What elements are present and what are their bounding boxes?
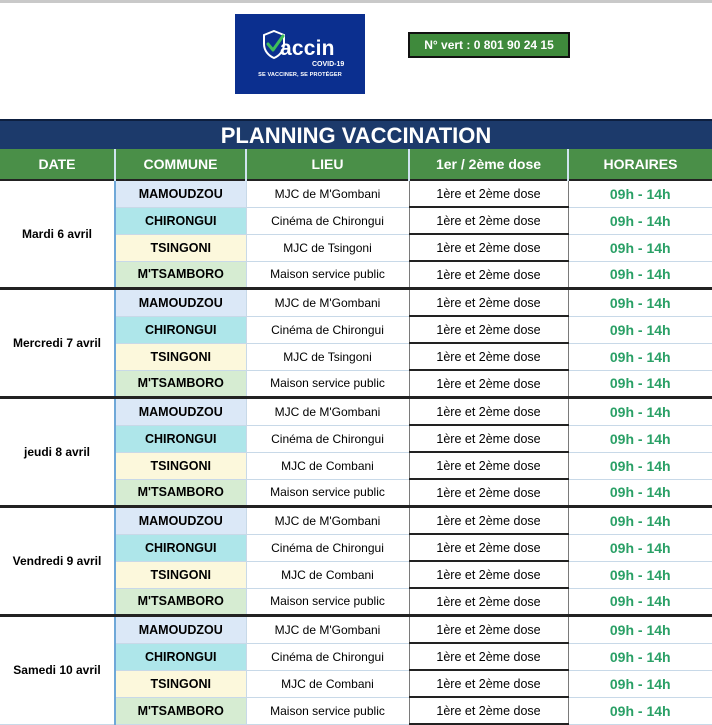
dose-cell: 1ère et 2ème dose — [409, 343, 568, 370]
lieu-cell: Maison service public — [246, 370, 409, 398]
dose-cell: 1ère et 2ème dose — [409, 425, 568, 452]
lieu-cell: Cinéma de Chirongui — [246, 643, 409, 670]
hours-cell: 09h - 14h — [568, 479, 712, 507]
hours-cell: 09h - 14h — [568, 398, 712, 426]
hours-cell: 09h - 14h — [568, 697, 712, 724]
lieu-cell: MJC de Combani — [246, 561, 409, 588]
commune-cell: MAMOUDZOU — [115, 180, 246, 207]
hours-cell: 09h - 14h — [568, 534, 712, 561]
dose-cell: 1ère et 2ème dose — [409, 370, 568, 398]
commune-cell: M'TSAMBORO — [115, 261, 246, 289]
table-row — [0, 616, 712, 644]
hours-cell: 09h - 14h — [568, 588, 712, 616]
dose-cell: 1ère et 2ème dose — [409, 534, 568, 561]
lieu-cell: Cinéma de Chirongui — [246, 425, 409, 452]
lieu-cell: MJC de M'Gombani — [246, 289, 409, 317]
hours-cell: 09h - 14h — [568, 316, 712, 343]
dose-cell: 1ère et 2ème dose — [409, 316, 568, 343]
table-row — [0, 289, 712, 317]
hours-cell: 09h - 14h — [568, 343, 712, 370]
lieu-cell: MJC de M'Gombani — [246, 616, 409, 644]
hours-cell: 09h - 14h — [568, 234, 712, 261]
date-cell: Mercredi 7 avril — [0, 289, 115, 398]
commune-cell: TSINGONI — [115, 234, 246, 261]
dose-cell: 1ère et 2ème dose — [409, 261, 568, 289]
dose-cell: 1ère et 2ème dose — [409, 289, 568, 317]
lieu-cell: MJC de Combani — [246, 452, 409, 479]
hours-cell: 09h - 14h — [568, 670, 712, 697]
header-commune: COMMUNE — [115, 149, 246, 180]
lieu-cell: MJC de M'Gombani — [246, 398, 409, 426]
dose-cell: 1ère et 2ème dose — [409, 479, 568, 507]
lieu-cell: Cinéma de Chirongui — [246, 534, 409, 561]
lieu-cell: MJC de Combani — [246, 670, 409, 697]
hours-cell: 09h - 14h — [568, 507, 712, 535]
top-border — [0, 0, 712, 3]
lieu-cell: MJC de M'Gombani — [246, 180, 409, 207]
header-lieu: LIEU — [246, 149, 409, 180]
lieu-cell: Maison service public — [246, 261, 409, 289]
hours-cell: 09h - 14h — [568, 261, 712, 289]
logo-word: accin — [280, 37, 335, 60]
dose-cell: 1ère et 2ème dose — [409, 643, 568, 670]
schedule-table — [0, 149, 712, 725]
table-row — [0, 398, 712, 426]
dose-cell: 1ère et 2ème dose — [409, 180, 568, 207]
lieu-cell: MJC de Tsingoni — [246, 234, 409, 261]
header-date: DATE — [0, 149, 115, 180]
commune-cell: MAMOUDZOU — [115, 507, 246, 535]
logo-tagline: SE VACCINER, SE PROTÉGER — [258, 72, 342, 78]
dose-cell: 1ère et 2ème dose — [409, 588, 568, 616]
dose-cell: 1ère et 2ème dose — [409, 234, 568, 261]
lieu-cell: Cinéma de Chirongui — [246, 207, 409, 234]
commune-cell: M'TSAMBORO — [115, 370, 246, 398]
dose-cell: 1ère et 2ème dose — [409, 398, 568, 426]
dose-cell: 1ère et 2ème dose — [409, 452, 568, 479]
commune-cell: MAMOUDZOU — [115, 289, 246, 317]
lieu-cell: MJC de Tsingoni — [246, 343, 409, 370]
hotline-badge: N° vert : 0 801 90 24 15 — [408, 32, 570, 58]
hours-cell: 09h - 14h — [568, 289, 712, 317]
commune-cell: M'TSAMBORO — [115, 479, 246, 507]
header-dose: 1er / 2ème dose — [409, 149, 568, 180]
dose-cell: 1ère et 2ème dose — [409, 697, 568, 724]
commune-cell: CHIRONGUI — [115, 425, 246, 452]
dose-cell: 1ère et 2ème dose — [409, 616, 568, 644]
header-row — [0, 149, 712, 180]
commune-cell: M'TSAMBORO — [115, 697, 246, 724]
lieu-cell: Maison service public — [246, 697, 409, 724]
logo-subtitle: COVID-19 — [312, 61, 345, 68]
hours-cell: 09h - 14h — [568, 207, 712, 234]
date-cell: jeudi 8 avril — [0, 398, 115, 507]
date-cell: Mardi 6 avril — [0, 180, 115, 289]
hours-cell: 09h - 14h — [568, 370, 712, 398]
lieu-cell: Maison service public — [246, 479, 409, 507]
commune-cell: CHIRONGUI — [115, 534, 246, 561]
page-title: PLANNING VACCINATION — [0, 119, 712, 149]
table-row — [0, 180, 712, 207]
hours-cell: 09h - 14h — [568, 425, 712, 452]
dose-cell: 1ère et 2ème dose — [409, 507, 568, 535]
commune-cell: MAMOUDZOU — [115, 616, 246, 644]
commune-cell: CHIRONGUI — [115, 316, 246, 343]
header-horaires: HORAIRES — [568, 149, 712, 180]
commune-cell: CHIRONGUI — [115, 207, 246, 234]
date-cell: Samedi 10 avril — [0, 616, 115, 725]
commune-cell: TSINGONI — [115, 452, 246, 479]
hours-cell: 09h - 14h — [568, 452, 712, 479]
dose-cell: 1ère et 2ème dose — [409, 670, 568, 697]
hours-cell: 09h - 14h — [568, 561, 712, 588]
hours-cell: 09h - 14h — [568, 180, 712, 207]
schedule-body — [0, 180, 712, 724]
dose-cell: 1ère et 2ème dose — [409, 207, 568, 234]
hours-cell: 09h - 14h — [568, 616, 712, 644]
commune-cell: TSINGONI — [115, 343, 246, 370]
lieu-cell: MJC de M'Gombani — [246, 507, 409, 535]
lieu-cell: Maison service public — [246, 588, 409, 616]
date-cell: Vendredi 9 avril — [0, 507, 115, 616]
commune-cell: CHIRONGUI — [115, 643, 246, 670]
lieu-cell: Cinéma de Chirongui — [246, 316, 409, 343]
commune-cell: TSINGONI — [115, 561, 246, 588]
dose-cell: 1ère et 2ème dose — [409, 561, 568, 588]
table-row — [0, 507, 712, 535]
commune-cell: MAMOUDZOU — [115, 398, 246, 426]
commune-cell: M'TSAMBORO — [115, 588, 246, 616]
commune-cell: TSINGONI — [115, 670, 246, 697]
hours-cell: 09h - 14h — [568, 643, 712, 670]
vaccin-covid-logo — [235, 14, 365, 94]
